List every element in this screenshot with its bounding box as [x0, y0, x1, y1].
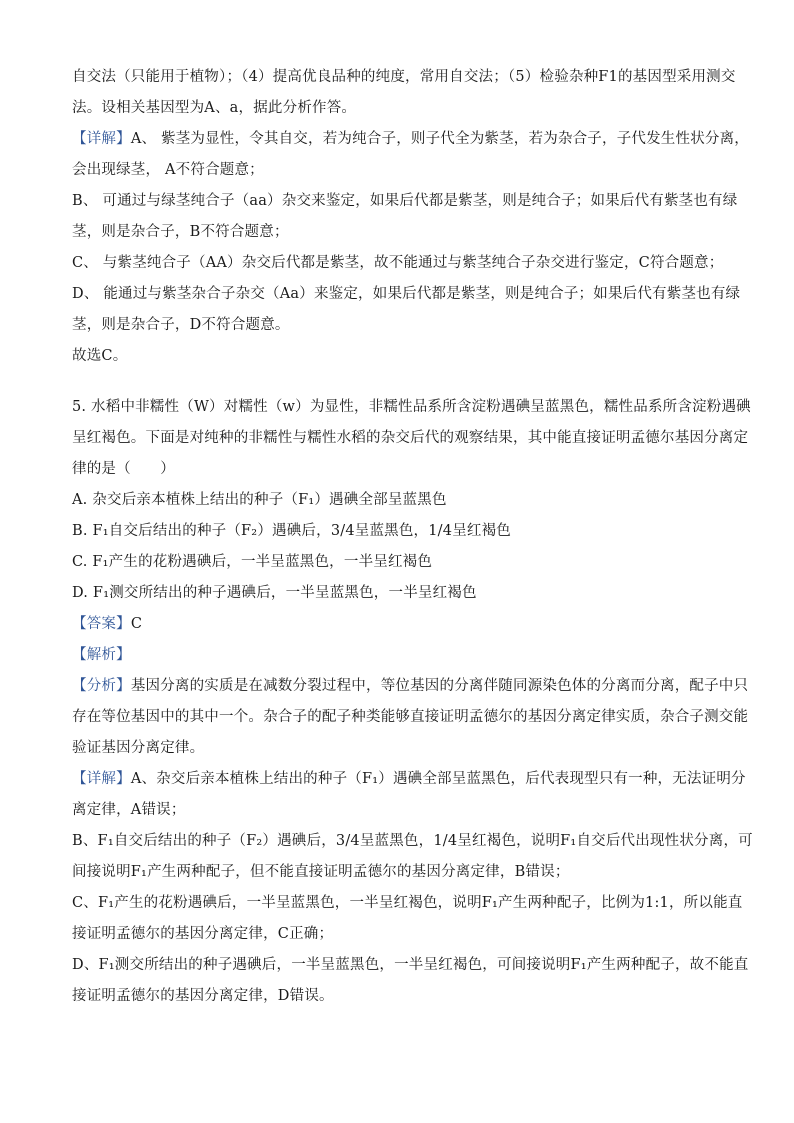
q5-stem-line-1: 5. 水稻中非糯性（W）对糯性（w）为显性，非糯性品系所含淀粉遇碘呈蓝黑色，糯性品系所含淀粉遇碘: [72, 399, 751, 415]
q5-fenxi-line-1: [72, 671, 749, 702]
answer-value: C: [130, 616, 143, 632]
q5-detail-a-line-1: [72, 764, 746, 795]
q4-detail-a-text: A、 紫茎为显性，令其自交，若为纯合子，则子代全为紫茎，若为杂合子，子代发生性状分离，: [130, 131, 749, 147]
q5-stem-line-2: 呈红褐色。下面是对纯种的非糯性与糯性水稻的杂交后代的观察结果，其中能直接证明孟德尔基因分离定: [72, 430, 749, 446]
q5-option-d: D. F₁测交所结出的种子遇碘后，一半呈蓝黑色，一半呈红褐色: [72, 585, 477, 601]
q5-detail-a-text: A、杂交后亲本植株上结出的种子（F₁）遇碘全部呈蓝黑色，后代表现型只有一种，无法证明分: [130, 771, 746, 787]
document-page: [72, 62, 753, 1012]
spacer: [72, 372, 732, 392]
q5-fenxi-text: 基因分离的实质是在减数分裂过程中，等位基因的分离伴随同源染色体的分离而分离，配子中只: [130, 678, 749, 694]
answer-tag: 【答案】: [72, 616, 131, 632]
detail-tag: 【详解】: [72, 771, 131, 787]
q5-detail-d-line-2: 接证明孟德尔的基因分离定律，D错误。: [72, 988, 334, 1004]
q5-detail-c-line-2: 接证明孟德尔的基因分离定律，C正确；: [72, 926, 334, 942]
q5-detail-d-line-1: D、F₁测交所结出的种子遇碘后，一半呈蓝黑色，一半呈红褐色，可间接说明F₁产生两种配子，故不能直: [72, 957, 749, 973]
q5-option-c: C. F₁产生的花粉遇碘后，一半呈蓝黑色，一半呈红褐色: [72, 554, 433, 570]
q4-conclusion: 故选C。: [72, 348, 128, 364]
q5-stem-line-3: 律的是（ ）: [72, 461, 175, 477]
q5-fenxi-line-3: 验证基因分离定律。: [72, 740, 205, 756]
detail-tag: 【详解】: [72, 131, 131, 147]
intro-line-1: 自交法（只能用于植物）；（4）提高优良品种的纯度，常用自交法；（5）检验杂种F1的基因型采用测交: [72, 69, 736, 85]
q5-analysis-heading: [72, 640, 732, 671]
q5-detail-b-line-2: 间接说明F₁产生两种配子，但不能直接证明孟德尔的基因分离定律，B错误；: [72, 864, 570, 880]
intro-line-2: 法。设相关基因型为A、a，据此分析作答。: [72, 100, 357, 116]
q5-option-a: A. 杂交后亲本植株上结出的种子（F₁）遇碘全部呈蓝黑色: [72, 492, 447, 508]
q4-detail-b-line-1: B、 可通过与绿茎纯合子（aa）杂交来鉴定，如果后代都是紫茎，则是纯合子；如果后代有紫茎也有绿: [72, 193, 738, 209]
q5-option-b: B. F₁自交后结出的种子（F₂）遇碘后，3/4呈蓝黑色，1/4呈红褐色: [72, 523, 511, 539]
fenxi-tag: 【分析】: [72, 678, 131, 694]
q4-detail-c-line-1: C、 与紫茎纯合子（AA）杂交后代都是紫茎，故不能通过与紫茎纯合子杂交进行鉴定，C符合题意；: [72, 255, 724, 271]
q4-detail-d-line-1: D、 能通过与紫茎杂合子杂交（Aa）来鉴定，如果后代都是紫茎，则是纯合子；如果后代有紫茎也有绿: [72, 286, 741, 302]
q5-fenxi-line-2: 存在等位基因中的其中一个。杂合子的配子种类能够直接证明孟德尔的基因分离定律实质，杂合子测交能: [72, 709, 749, 725]
analysis-tag: 【解析】: [72, 647, 131, 663]
q5-detail-a-line-2: 离定律，A错误；: [72, 802, 186, 818]
q4-detail-d-line-2: 茎，则是杂合子，D不符合题意。: [72, 317, 290, 333]
q4-detail-a-line-1: [72, 124, 749, 155]
q4-detail-b-line-2: 茎，则是杂合子，B不符合题意；: [72, 224, 289, 240]
q4-detail-a-line-2: 会出现绿茎， A不符合题意；: [72, 162, 264, 178]
q5-detail-b-line-1: B、F₁自交后结出的种子（F₂）遇碘后，3/4呈蓝黑色，1/4呈红褐色，说明F₁自交后代出现性状分离，可: [72, 833, 753, 849]
q5-detail-c-line-1: C、F₁产生的花粉遇碘后，一半呈蓝黑色，一半呈红褐色，说明F₁产生两种配子，比例为1:1，所以能直: [72, 895, 743, 911]
q5-answer: [72, 609, 732, 640]
